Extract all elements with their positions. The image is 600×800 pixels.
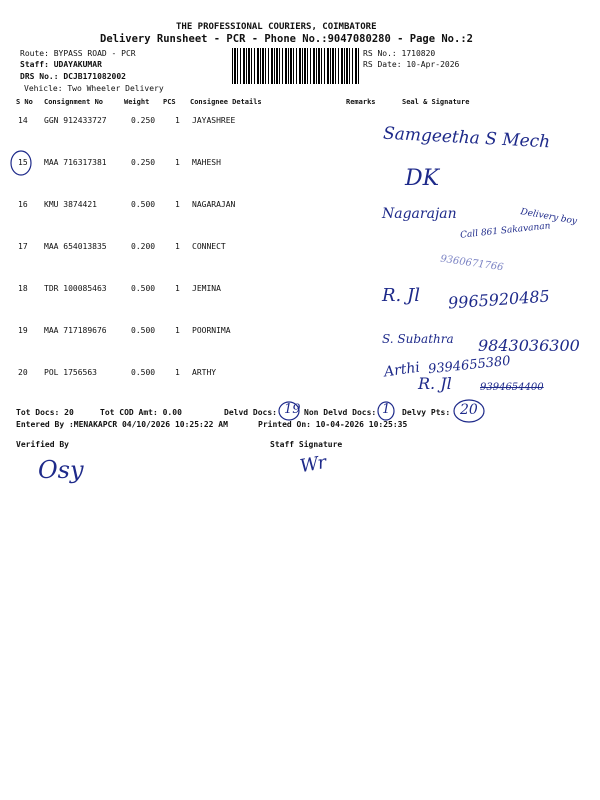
row-sno: 15: [18, 158, 28, 167]
signature-18a: R. Jl: [382, 285, 420, 306]
signature-14: Samgeetha S Mech: [382, 123, 551, 153]
row-sno: 14: [18, 116, 28, 125]
staff-label: Staff: UDAYAKUMAR: [20, 60, 102, 69]
row-consignment: POL 1756563: [44, 368, 97, 377]
col-consignment: Consignment No: [44, 98, 104, 106]
row-consignment: MAA 717189676: [44, 326, 107, 335]
delvd-docs-count: 19: [284, 402, 301, 417]
col-pcs: PCS: [163, 98, 176, 106]
vehicle-label: Vehicle: Two Wheeler Delivery: [24, 84, 164, 93]
row-consignment: TDR 100085463: [44, 284, 107, 293]
non-delvd-label: Non Delvd Docs:: [304, 408, 377, 417]
col-consignee: Consignee Details: [190, 98, 262, 106]
signature-20c: R. Jl: [418, 374, 452, 393]
signature-16a: Nagarajan: [382, 206, 457, 222]
row-consignee: JEMINA: [192, 284, 221, 293]
route-label: Route: BYPASS ROAD - PCR: [20, 49, 136, 58]
row-consignment: MAA 716317381: [44, 158, 107, 167]
signature-20b: 9394655380: [427, 353, 512, 378]
rs-no: RS No.: 1710820: [363, 49, 436, 58]
staff-signature: Wr: [298, 451, 328, 478]
drs-label: DRS No.: DCJB171082002: [20, 72, 126, 81]
row-weight: 0.250: [131, 158, 156, 167]
row-weight: 0.500: [131, 368, 156, 377]
barcode: [232, 48, 360, 84]
row-pcs: 1: [175, 200, 180, 209]
col-remarks: Remarks: [346, 98, 376, 106]
row-pcs: 1: [175, 242, 180, 251]
verified-by-label: Verified By: [16, 440, 69, 449]
signature-15: DK: [405, 166, 440, 191]
row-weight: 0.500: [131, 200, 156, 209]
col-seal: Seal & Signature: [402, 98, 470, 106]
row-consignee: MAHESH: [192, 158, 221, 167]
delvy-pts-count: 20: [460, 402, 478, 418]
non-delvd-count: 1: [382, 402, 391, 417]
row-sno: 20: [18, 368, 28, 377]
col-weight: Weight: [124, 98, 150, 106]
row-consignee: NAGARAJAN: [192, 200, 236, 209]
delvd-docs-label: Delvd Docs:: [224, 408, 277, 417]
staff-signature-label: Staff Signature: [270, 440, 343, 449]
signature-19b: 9843036300: [478, 336, 580, 355]
row-sno: 19: [18, 326, 28, 335]
row-consignee: JAYASHREE: [192, 116, 236, 125]
row-sno: 16: [18, 200, 28, 209]
row-sno: 18: [18, 284, 28, 293]
signature-20a: Arthi: [383, 359, 421, 381]
tot-cod: Tot COD Amt: 0.00: [100, 408, 182, 417]
row-weight: 0.500: [131, 284, 156, 293]
row-consignee: POORNIMA: [192, 326, 231, 335]
row-pcs: 1: [175, 326, 180, 335]
printed-on: Printed On: 10-04-2026 10:25:35: [258, 420, 408, 429]
row-sno: 17: [18, 242, 28, 251]
row-consignment: GGN 912433727: [44, 116, 107, 125]
row-pcs: 1: [175, 116, 180, 125]
signature-18b: 9965920485: [447, 286, 551, 313]
row-consignee: CONNECT: [192, 242, 226, 251]
runsheet-title: Delivery Runsheet - PCR - Phone No.:9047080280 - Page No.:2: [100, 33, 473, 45]
company-title: THE PROFESSIONAL COURIERS, COIMBATORE: [176, 22, 377, 32]
tot-docs: Tot Docs: 20: [16, 408, 74, 417]
entered-by: Entered By :MENAKAPCR 04/10/2026 10:25:22 AM: [16, 420, 228, 429]
row-pcs: 1: [175, 284, 180, 293]
row-weight: 0.250: [131, 116, 156, 125]
col-sno: S No: [16, 98, 33, 106]
circle-mark-pts: [452, 398, 486, 424]
delvy-pts-label: Delvy Pts:: [402, 408, 451, 417]
signature-17: 9360671766: [439, 253, 505, 274]
rs-date: RS Date: 10-Apr-2026: [363, 60, 460, 69]
row-weight: 0.200: [131, 242, 156, 251]
row-consignee: ARTHY: [192, 368, 217, 377]
signature-19a: S. Subathra: [382, 332, 454, 346]
verified-signature: Osy: [38, 456, 84, 484]
row-consignment: KMU 3874421: [44, 200, 97, 209]
circle-mark-delvd: [277, 400, 301, 422]
row-pcs: 1: [175, 368, 180, 377]
row-weight: 0.500: [131, 326, 156, 335]
row-consignment: MAA 654013835: [44, 242, 107, 251]
signature-20d: 9394654400: [480, 382, 544, 393]
row-pcs: 1: [175, 158, 180, 167]
circle-mark-nondelvd: [376, 400, 396, 422]
signature-16c: Call 861 Sakavanan: [459, 221, 551, 241]
circle-mark-15: [8, 148, 34, 178]
signature-16b: Delivery boy: [519, 207, 578, 227]
